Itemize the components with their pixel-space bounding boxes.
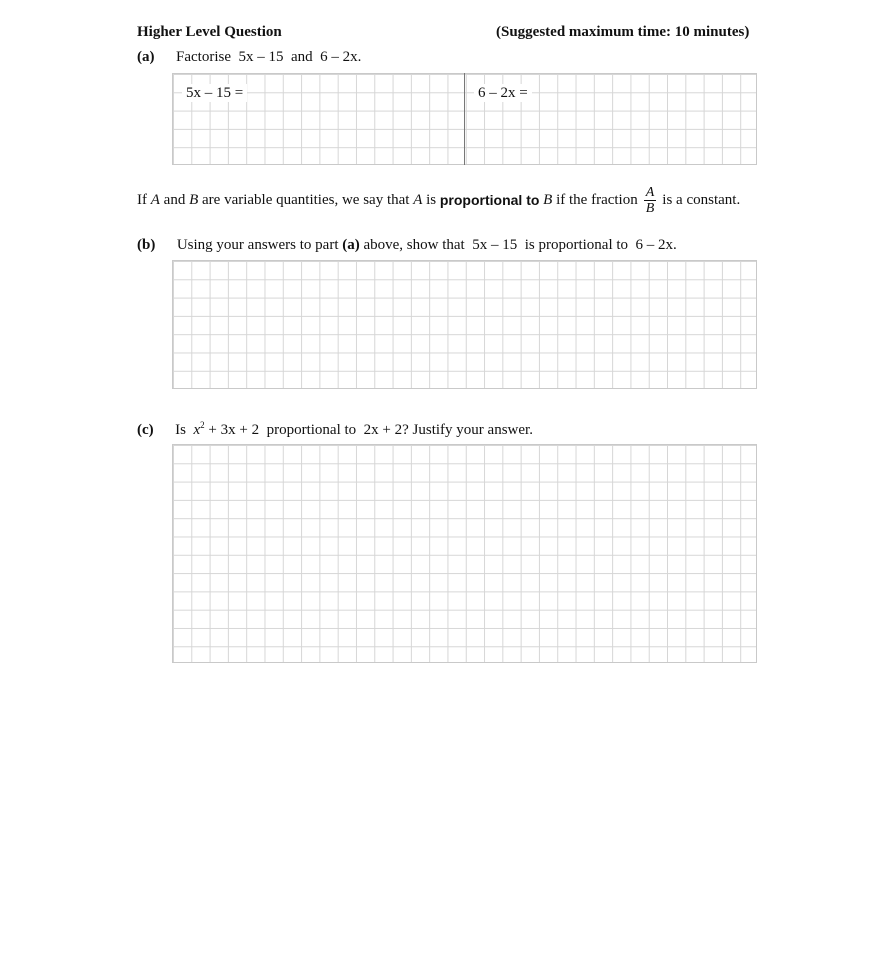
- part-b-expr1: 5x – 15: [472, 237, 518, 253]
- answer-label-right: 6 – 2x =: [474, 84, 532, 102]
- part-c-label: (c): [137, 422, 154, 438]
- part-c-expr2: 2x + 2?: [363, 422, 409, 438]
- def-text-3: are variable quantities, we say that: [202, 192, 410, 208]
- part-b-text3: is proportional to: [524, 237, 629, 253]
- part-a-text: Factorise: [176, 49, 231, 65]
- part-c-question: [137, 421, 533, 439]
- def-text-6: is a constant.: [662, 192, 741, 208]
- part-a-question: [137, 48, 361, 66]
- part-b-ref: (a): [342, 237, 360, 253]
- question-title: Higher Level Question: [137, 24, 282, 40]
- part-b-label: (b): [137, 237, 156, 253]
- def-var-a2: A: [413, 192, 423, 208]
- part-a-expr1: 5x – 15: [238, 49, 284, 65]
- def-var-b: B: [189, 192, 199, 208]
- answer-label-left: 5x – 15 =: [182, 84, 247, 102]
- def-var-a: A: [150, 192, 160, 208]
- fraction-denominator: B: [645, 200, 655, 216]
- part-a-expr2: 6 – 2x.: [320, 49, 362, 65]
- def-bold-term: proportional to: [439, 192, 540, 208]
- part-c-expr1-rest: + 3x + 2: [204, 422, 260, 438]
- def-text-1: If: [137, 192, 147, 208]
- def-var-b2: B: [543, 192, 553, 208]
- part-b-text1: Using your answers to part: [176, 237, 339, 253]
- part-a-label: (a): [137, 49, 155, 65]
- part-c-expr1-exp: 2: [200, 420, 205, 430]
- part-b-text2: above, show that: [363, 237, 465, 253]
- answer-grid-b[interactable]: [172, 260, 757, 389]
- part-c-expr1-base: x: [193, 422, 201, 438]
- part-c-text3: Justify your answer.: [412, 422, 533, 438]
- answer-grid-c[interactable]: [172, 444, 757, 663]
- def-text-4: is: [426, 192, 437, 208]
- def-text-5: if the fraction: [556, 192, 638, 208]
- time-note: (Suggested maximum time: 10 minutes): [496, 24, 750, 40]
- def-text-2: and: [163, 192, 186, 208]
- part-c-text2: proportional to: [266, 422, 357, 438]
- part-b-expr2: 6 – 2x.: [635, 237, 677, 253]
- fraction-a-over-b: [644, 185, 657, 216]
- answer-grid-a-divider: [464, 73, 465, 165]
- part-a-joiner: and: [290, 49, 313, 65]
- part-b-question: [137, 236, 677, 254]
- fraction-numerator: A: [645, 184, 655, 200]
- definition-text: [137, 182, 740, 218]
- part-c-text1: Is: [175, 422, 186, 438]
